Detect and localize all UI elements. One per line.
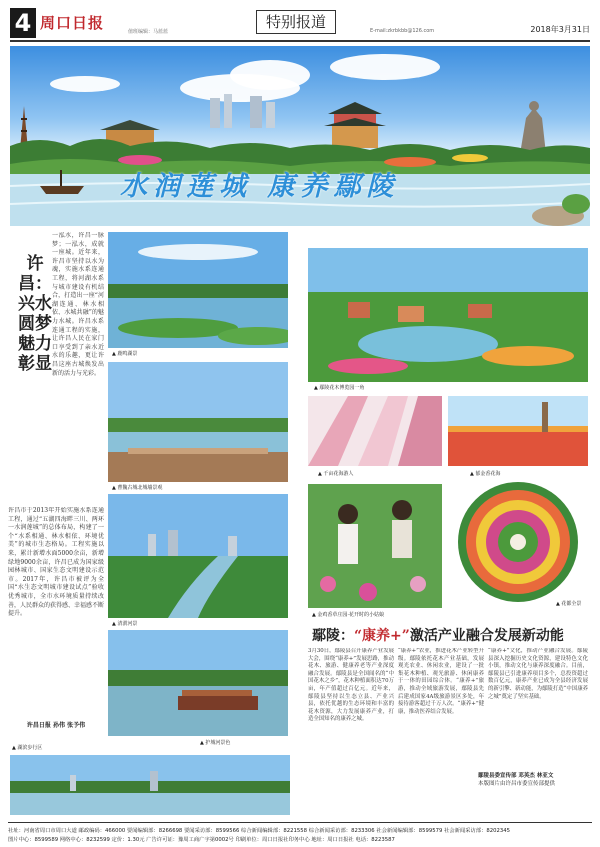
photo-caption: ▲ 清潩河景 <box>112 621 138 627</box>
right-article-title <box>312 625 564 645</box>
title-suffix: 激活产业融合发展新动能 <box>409 628 564 644</box>
right-article-col1: 3月30日，鄢陵县召开康养产业发展大会，围绕“康养+”发展思路，推动花木、旅游、健康养老等产业深度融合发展。鄢陵县是全国闻名的“中国花木之乡”，花木种植面积达70万亩，年产值超过百亿元。近年来，鄢陵县坚持以生态立县、产业兴县，依托优越的生态环境和丰富的花木资源，大力发展康养产业，打造全国知名的康养之城。 <box>308 648 394 723</box>
photo-lake <box>108 232 288 348</box>
left-article-headline: 许昌：兴水圆梦 魅力彰显 <box>18 254 52 374</box>
issue-date: 2018年3月31日 <box>530 25 590 34</box>
section-title: 特别报道 <box>256 10 336 34</box>
photo-caption: ▲ 花都全景 <box>556 601 582 607</box>
photo-tulips <box>448 396 588 466</box>
photo-caption: ▲ 曹魏古城北城墙景观 <box>112 485 163 491</box>
page-number: 4 <box>10 8 36 38</box>
photo-caption: ▲ 护城河景色 <box>200 740 231 746</box>
right-article-col3: “康养+”文化，推动产业融合发展。鄢陵县深入挖掘历史文化资源，建设特色文化小镇，推动文化与康养深度融合。目前，鄢陵县已引进康养项目多个，总投资超过数百亿元，康养产业已成为全县经济发展的新引擎、新动能，为鄢陵打造“中国康养之城”奠定了坚实基础。 <box>488 648 588 700</box>
footer-divider <box>8 822 592 823</box>
right-article-col2: “康养+”农业，推进花木产业转型升级。鄢陵依托花木产业基础，发展观光农业、休闲农业，建设了一批集花木种植、观光旅游、休闲康养于一体的田园综合体。“康养+”旅游，推动全域旅游发展，鄢陵县先后建成国家4A级旅游景区多处，年接待游客超过千万人次。“康养+”健康，推动医养结合发展。 <box>398 648 484 715</box>
footer-line: 图片中心：8599589 网络中心：8232599 定价：1.30元 广告许可证：豫周工商广字第0002号 印刷单位：周口日报社印务中心 地址：周口日报社 电话：8223587 <box>8 837 395 843</box>
left-article-intro: 一泓水，许昌一脉梦；一泓水，成就一座城。近年来，许昌市坚持以水为魂，实施水系连通工程，将河湖水系与城市建设有机结合，打造出一座“河湖连通、林水相依、水城共融”的魅力水城。许昌水系连通工程的实施，让许昌人民在家门口享受到了亲水近水的乐趣，更让许昌这座古城焕发出新的活力与光彩。 <box>52 232 104 377</box>
banner-image <box>10 46 590 226</box>
photo-walkway <box>10 755 290 815</box>
photo-caption: ▲ 湖滨步行区 <box>12 745 43 751</box>
photo-river-city <box>108 494 288 618</box>
photo-wall <box>108 362 288 482</box>
header-divider <box>10 40 590 42</box>
email-meta: E-mail:zkrbkbb@126.com <box>370 28 435 34</box>
right-article-photo-credit: 本版图片由许昌市委宣传部提供 <box>478 781 556 787</box>
photo-caption: ▲ 鹿鸣湖景 <box>112 351 138 357</box>
photo-caption: ▲ 鄢陵花木博览园一角 <box>314 385 365 391</box>
photo-flower-field <box>308 396 442 466</box>
banner-headline: 水润莲城 康养鄢陵 <box>120 171 400 202</box>
photo-flower-garden <box>308 248 588 382</box>
photo-girls <box>308 484 442 608</box>
right-article-author: 鄢陵县委宣传部 邓英杰 林亚文 <box>478 773 554 779</box>
newspaper-name: 周口日报 <box>40 14 105 32</box>
photo-flower-circle <box>448 478 588 608</box>
page-header <box>10 8 590 40</box>
title-quote: “康养+” <box>354 628 410 644</box>
footer-line: 社址：河南省周口市周口大道 邮政编码：466000 要闻编辑部：8266698 要闻采访部：8599566 综合新闻编辑部：8221558 综合新闻采访部：8233306 社会新闻编辑部：8599579 社会新闻采访部：8202345 <box>8 828 510 834</box>
left-article-body: 许昌市于2013年开始实施水系连通工程，通过“五湖四海畔三川、两环一水润莲城”的总体布局，构建了一个“水系相通、林水相依、环境优美”的城市生态格局。工程实施以来，累计新增水面5000余亩，新增绿地9000余亩，许昌已成为国家级园林城市、国家生态文明建设示范市。2017年，许昌市被评为全国“水生态文明城市建设试点”验收优秀城市，全市水环境质量持续改善，人民群众的获得感、幸福感不断提升。 <box>8 507 104 618</box>
photo-caption: ▲ 郁金香花海 <box>470 471 501 477</box>
left-article <box>8 232 104 797</box>
left-article-author: 许昌日报 孙伟 张予伟 <box>26 722 86 729</box>
photo-caption: ▲ 金鸡香草庄园·花开时的小姑娘 <box>312 612 385 618</box>
editor-meta: 值班编辑：马蓝蓝 <box>128 29 169 35</box>
photo-moat <box>108 630 288 736</box>
title-prefix: 鄢陵： <box>312 628 354 644</box>
photo-caption: ▲ 千亩花海游人 <box>318 471 354 477</box>
